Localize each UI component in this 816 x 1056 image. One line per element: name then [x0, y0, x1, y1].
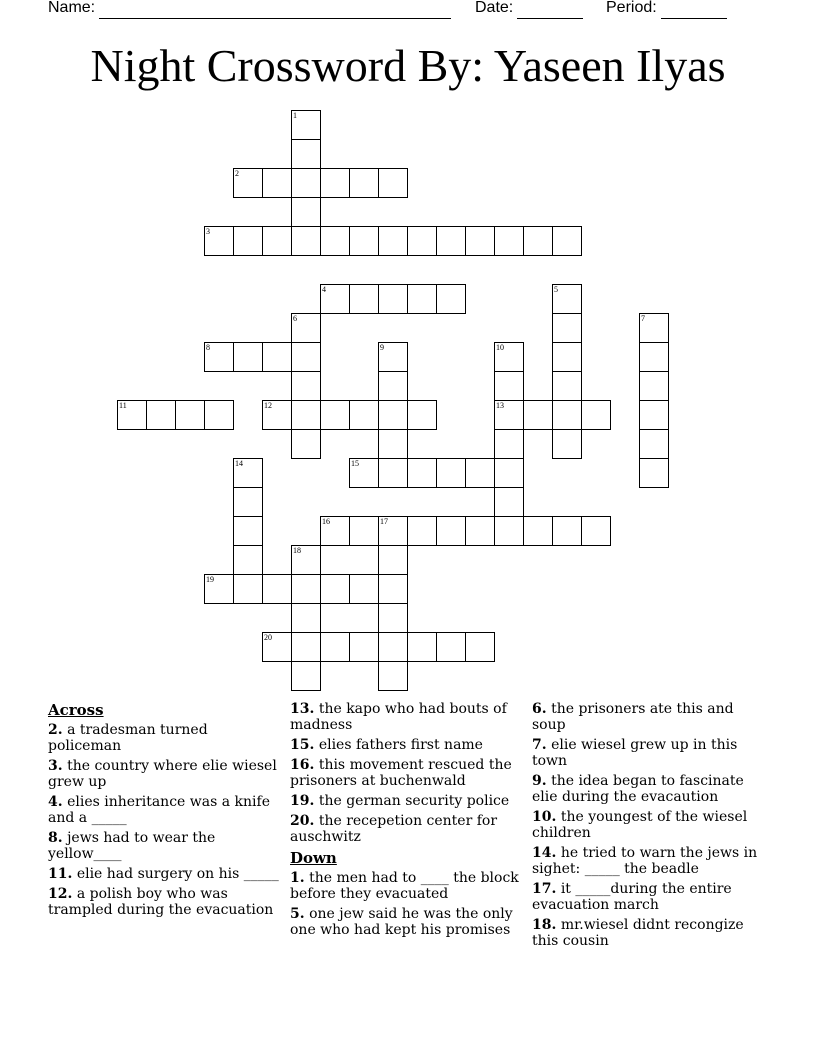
clue-across-3 — [48, 758, 284, 790]
grid-cell[interactable] — [349, 516, 379, 546]
grid-cell[interactable] — [581, 400, 611, 430]
grid-cell[interactable] — [465, 458, 495, 488]
grid-cell[interactable] — [639, 400, 669, 430]
clue-text: this movement rescued the prisoners at buchenwald — [290, 757, 512, 789]
grid-cell[interactable] — [291, 632, 321, 662]
grid-cell[interactable] — [320, 226, 350, 256]
clue-text: elie had surgery on his _____ — [76, 866, 279, 882]
clue-across-4 — [48, 794, 284, 826]
clue-across-20 — [290, 813, 526, 845]
clue-down-7 — [532, 737, 768, 769]
grid-cell[interactable] — [378, 342, 408, 372]
across-list-part-2 — [290, 701, 526, 845]
grid-cell[interactable] — [291, 139, 321, 169]
grid-cell[interactable] — [291, 342, 321, 372]
grid-cell[interactable] — [204, 226, 234, 256]
clue-number-label: 7 — [641, 314, 645, 323]
grid-cell[interactable] — [291, 603, 321, 633]
clue-text: the youngest of the wiesel children — [532, 809, 748, 841]
clue-number: 19. — [290, 793, 315, 809]
grid-cell[interactable] — [262, 400, 292, 430]
grid-cell[interactable] — [494, 429, 524, 459]
grid-cell[interactable] — [378, 458, 408, 488]
clue-across-16 — [290, 757, 526, 789]
clue-across-13 — [290, 701, 526, 733]
grid-cell[interactable] — [407, 458, 437, 488]
grid-cell[interactable] — [378, 574, 408, 604]
clue-text: elie wiesel grew up in this town — [532, 737, 738, 769]
grid-cell[interactable] — [291, 168, 321, 198]
grid-cell[interactable] — [291, 313, 321, 343]
grid-cell[interactable] — [378, 371, 408, 401]
grid-cell[interactable] — [204, 400, 234, 430]
grid-cell[interactable] — [378, 226, 408, 256]
grid-cell[interactable] — [407, 516, 437, 546]
clues-column-2 — [290, 701, 526, 942]
grid-cell[interactable] — [204, 574, 234, 604]
clue-text: elies inheritance was a knife and a _____ — [48, 794, 270, 826]
clue-down-14 — [532, 845, 768, 877]
across-heading: Across — [48, 701, 104, 719]
clue-number: 11. — [48, 866, 73, 882]
clue-number-label: 12 — [264, 401, 272, 410]
down-list-part-2 — [532, 701, 768, 949]
grid-cell[interactable] — [552, 342, 582, 372]
clue-number-label: 10 — [496, 343, 504, 352]
grid-cell[interactable] — [523, 400, 553, 430]
grid-cell[interactable] — [436, 516, 466, 546]
grid-cell[interactable] — [494, 400, 524, 430]
grid-cell[interactable] — [349, 632, 379, 662]
grid-cell[interactable] — [552, 371, 582, 401]
grid-cell[interactable] — [378, 400, 408, 430]
clue-number-label: 16 — [322, 517, 330, 526]
grid-cell[interactable] — [465, 516, 495, 546]
clue-number-label: 15 — [351, 459, 359, 468]
clue-number-label: 3 — [206, 227, 210, 236]
clue-number: 4. — [48, 794, 63, 810]
date-label: Date: — [475, 0, 514, 16]
grid-cell[interactable] — [233, 342, 263, 372]
period-label: Period: — [606, 0, 657, 16]
clue-text: a polish boy who was trampled during the evacuation — [48, 886, 274, 918]
clue-number: 18. — [532, 917, 557, 933]
grid-cell[interactable] — [291, 429, 321, 459]
grid-cell[interactable] — [117, 400, 147, 430]
grid-cell[interactable] — [494, 226, 524, 256]
grid-cell[interactable] — [378, 516, 408, 546]
clues-column-1 — [48, 701, 284, 922]
grid-cell[interactable] — [233, 545, 263, 575]
clue-number: 2. — [48, 722, 63, 738]
clue-down-18 — [532, 917, 768, 949]
grid-cell[interactable] — [436, 632, 466, 662]
clue-down-10 — [532, 809, 768, 841]
grid-cell[interactable] — [552, 516, 582, 546]
grid-cell[interactable] — [639, 342, 669, 372]
clue-text: the idea began to fascinate elie during the evacaution — [532, 773, 744, 805]
grid-cell[interactable] — [407, 632, 437, 662]
clue-text: the country where elie wiesel grew up — [48, 758, 277, 790]
clue-number: 6. — [532, 701, 547, 717]
clue-number: 10. — [532, 809, 557, 825]
grid-cell[interactable] — [349, 400, 379, 430]
grid-cell[interactable] — [552, 226, 582, 256]
down-heading: Down — [290, 849, 337, 867]
clue-across-12 — [48, 886, 284, 918]
clue-number: 1. — [290, 870, 305, 886]
grid-cell[interactable] — [349, 284, 379, 314]
clue-number-label: 19 — [206, 575, 214, 584]
grid-cell[interactable] — [262, 342, 292, 372]
grid-cell[interactable] — [320, 574, 350, 604]
clue-number-label: 5 — [554, 285, 558, 294]
clue-number-label: 11 — [119, 401, 127, 410]
grid-cell[interactable] — [378, 603, 408, 633]
grid-cell[interactable] — [262, 226, 292, 256]
clue-across-11 — [48, 866, 284, 882]
grid-cell[interactable] — [436, 226, 466, 256]
clue-number-label: 4 — [322, 285, 326, 294]
clue-text: the german security police — [318, 793, 510, 809]
clue-number: 3. — [48, 758, 63, 774]
clues-column-3 — [532, 701, 768, 953]
grid-cell[interactable] — [291, 545, 321, 575]
grid-cell[interactable] — [436, 458, 466, 488]
grid-cell[interactable] — [378, 632, 408, 662]
clue-number-label: 1 — [293, 111, 297, 120]
grid-cell[interactable] — [146, 400, 176, 430]
grid-cell[interactable] — [320, 632, 350, 662]
clue-text: one jew said he was the only one who had kept his promises — [290, 906, 513, 938]
grid-cell[interactable] — [378, 545, 408, 575]
grid-cell[interactable] — [639, 371, 669, 401]
clue-number: 17. — [532, 881, 557, 897]
clue-text: mr.wiesel didnt recongize this cousin — [532, 917, 744, 949]
grid-cell[interactable] — [494, 458, 524, 488]
clue-number: 7. — [532, 737, 547, 753]
grid-cell[interactable] — [262, 632, 292, 662]
clue-number: 8. — [48, 830, 63, 846]
clue-across-19 — [290, 793, 526, 809]
clue-number: 5. — [290, 906, 305, 922]
clue-number-label: 17 — [380, 517, 388, 526]
grid-cell[interactable] — [378, 168, 408, 198]
grid-cell[interactable] — [494, 516, 524, 546]
grid-cell[interactable] — [233, 226, 263, 256]
grid-cell[interactable] — [291, 400, 321, 430]
clue-number: 13. — [290, 701, 315, 717]
down-list-part-1 — [290, 870, 526, 938]
grid-cell[interactable] — [378, 429, 408, 459]
clue-number-label: 20 — [264, 633, 272, 642]
clue-down-1 — [290, 870, 526, 902]
grid-cell[interactable] — [552, 400, 582, 430]
clue-across-2 — [48, 722, 284, 754]
grid-cell[interactable] — [320, 168, 350, 198]
clue-text: the kapo who had bouts of madness — [290, 701, 507, 733]
grid-cell[interactable] — [639, 429, 669, 459]
grid-cell[interactable] — [320, 400, 350, 430]
grid-cell[interactable] — [262, 574, 292, 604]
grid-cell[interactable] — [552, 284, 582, 314]
grid-cell[interactable] — [349, 458, 379, 488]
grid-cell[interactable] — [552, 313, 582, 343]
clue-number-label: 18 — [293, 546, 301, 555]
grid-cell[interactable] — [233, 168, 263, 198]
clue-text: the men had to ____ the block before they evacuated — [290, 870, 519, 902]
grid-cell[interactable] — [523, 226, 553, 256]
clue-number-label: 14 — [235, 459, 243, 468]
clue-down-9 — [532, 773, 768, 805]
clue-number: 16. — [290, 757, 315, 773]
clue-number-label: 2 — [235, 169, 239, 178]
grid-cell[interactable] — [233, 574, 263, 604]
clue-down-6 — [532, 701, 768, 733]
grid-cell[interactable] — [407, 400, 437, 430]
grid-cell[interactable] — [233, 516, 263, 546]
grid-cell[interactable] — [639, 458, 669, 488]
grid-cell[interactable] — [494, 371, 524, 401]
page-title: Night Crossword By: Yaseen Ilyas — [90, 40, 726, 91]
clue-text: he tried to warn the jews in sighet: _____ the beadle — [532, 845, 758, 877]
clue-text: elies fathers first name — [318, 737, 483, 753]
clue-text: the prisoners ate this and soup — [532, 701, 734, 733]
grid-cell[interactable] — [378, 661, 408, 691]
clue-text: the recepetion center for auschwitz — [290, 813, 498, 845]
clue-down-17 — [532, 881, 768, 913]
grid-cell[interactable] — [407, 284, 437, 314]
clue-text: a tradesman turned policeman — [48, 722, 208, 754]
name-label: Name: — [48, 0, 96, 16]
grid-cell[interactable] — [494, 487, 524, 517]
clue-number-label: 8 — [206, 343, 210, 352]
clue-number: 15. — [290, 737, 315, 753]
grid-cell[interactable] — [378, 284, 408, 314]
clue-number-label: 13 — [496, 401, 504, 410]
grid-cell[interactable] — [523, 516, 553, 546]
grid-cell[interactable] — [291, 661, 321, 691]
across-list-part-1 — [48, 722, 284, 918]
grid-cell[interactable] — [349, 168, 379, 198]
clue-down-5 — [290, 906, 526, 938]
grid-cell[interactable] — [291, 371, 321, 401]
grid-cell[interactable] — [291, 197, 321, 227]
grid-cell[interactable] — [291, 110, 321, 140]
grid-cell[interactable] — [639, 313, 669, 343]
grid-cell[interactable] — [465, 226, 495, 256]
clue-across-8 — [48, 830, 284, 862]
grid-cell[interactable] — [262, 168, 292, 198]
clue-number: 12. — [48, 886, 73, 902]
clue-number: 14. — [532, 845, 557, 861]
grid-cell[interactable] — [407, 226, 437, 256]
grid-cell[interactable] — [204, 342, 234, 372]
grid-cell[interactable] — [581, 516, 611, 546]
clue-text: it _____during the entire evacuation march — [532, 881, 732, 913]
clue-number: 9. — [532, 773, 547, 789]
clue-across-15 — [290, 737, 526, 753]
grid-cell[interactable] — [494, 342, 524, 372]
grid-cell[interactable] — [349, 574, 379, 604]
clue-number-label: 6 — [293, 314, 297, 323]
grid-cell[interactable] — [233, 458, 263, 488]
grid-cell[interactable] — [291, 574, 321, 604]
grid-cell[interactable] — [465, 632, 495, 662]
grid-cell[interactable] — [320, 284, 350, 314]
clue-number-label: 9 — [380, 343, 384, 352]
grid-cell[interactable] — [320, 516, 350, 546]
grid-cell[interactable] — [349, 226, 379, 256]
grid-cell[interactable] — [552, 429, 582, 459]
clue-text: jews had to wear the yellow____ — [48, 830, 216, 862]
grid-cell[interactable] — [175, 400, 205, 430]
grid-cell[interactable] — [436, 284, 466, 314]
clue-number: 20. — [290, 813, 315, 829]
grid-cell[interactable] — [291, 226, 321, 256]
grid-cell[interactable] — [233, 487, 263, 517]
